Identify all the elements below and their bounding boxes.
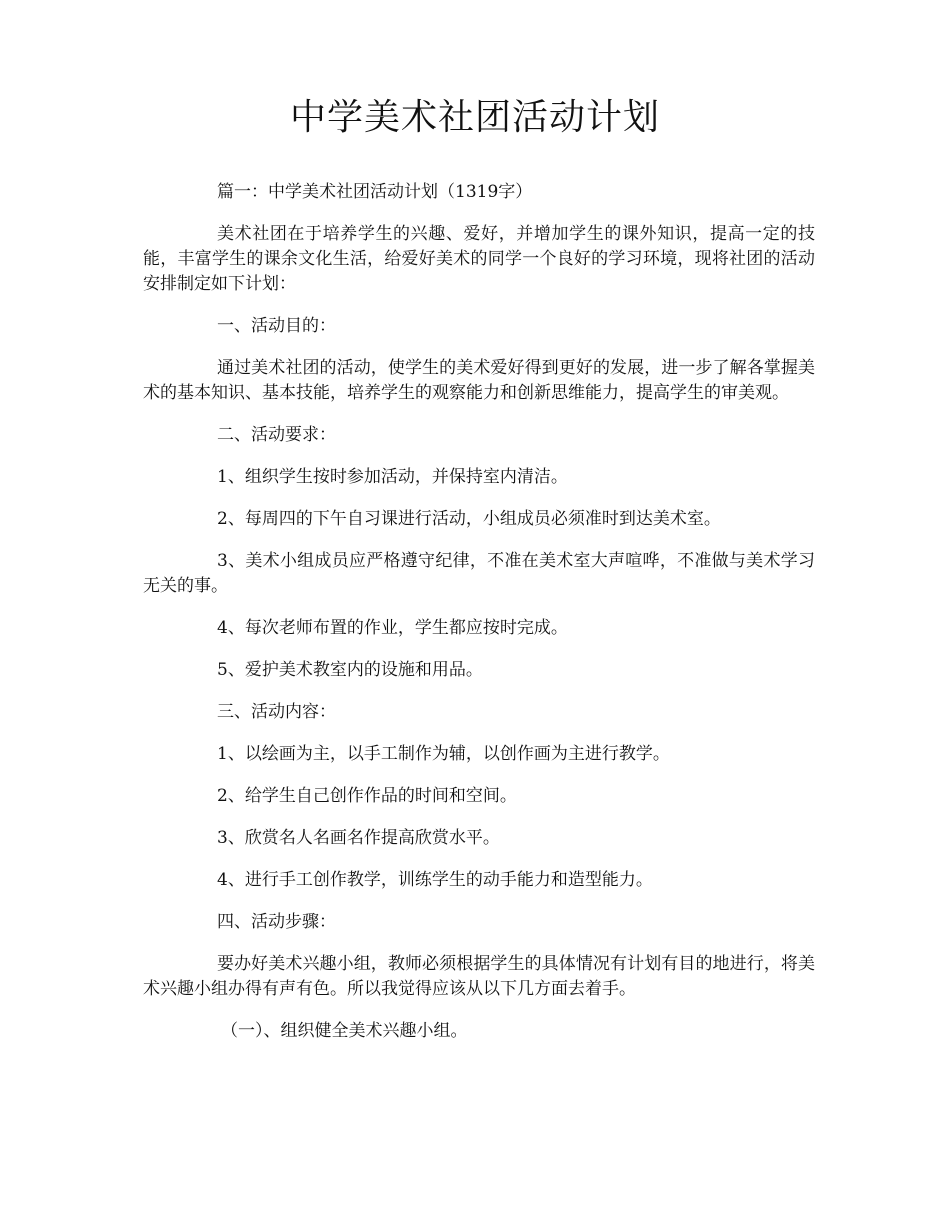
- content-item: 3、欣赏名人名画名作提高欣赏水平。: [217, 828, 500, 848]
- section-heading-steps: 四、活动步骤：: [217, 912, 336, 932]
- content-item: 4、进行手工创作教学，训练学生的动手能力和造型能力。: [217, 870, 653, 890]
- section-heading-content: 三、活动内容：: [217, 702, 336, 722]
- section-heading-requirements: 二、活动要求：: [217, 425, 336, 445]
- content-item: 2、给学生自己创作作品的时间和空间。: [217, 786, 517, 806]
- requirement-item: 1、组织学生按时参加活动，并保持室内清洁。: [217, 467, 568, 487]
- requirement-item: 5、爱护美术教室内的设施和用品。: [217, 660, 483, 680]
- content-item: 1、以绘画为主，以手工制作为辅，以创作画为主进行教学。: [217, 744, 670, 764]
- subsection-heading: （一）、组织健全美术兴趣小组。: [221, 1021, 468, 1041]
- requirement-item: 4、每次老师布置的作业，学生都应按时完成。: [217, 618, 568, 638]
- requirement-item: 3、美术小组成员应严格遵守纪律，不准在美术室大声喧哗，不准做与美术学习无关的事。: [143, 551, 815, 596]
- document-title: 中学美术社团活动计划: [289, 97, 660, 138]
- steps-paragraph: 要办好美术兴趣小组，教师必须根据学生的具体情况有计划有目的地进行，将美术兴趣小组办得有声有色。所以我觉得应该从以下几方面去着手。: [143, 954, 815, 999]
- section-heading-purpose: 一、活动目的：: [217, 316, 336, 336]
- intro-paragraph: 美术社团在于培养学生的兴趣、爱好，并增加学生的课外知识，提高一定的技能，丰富学生的课余文化生活，给爱好美术的同学一个良好的学习环境，现将社团的活动安排制定如下计划：: [143, 224, 815, 294]
- document-body: [143, 180, 815, 1061]
- requirement-item: 2、每周四的下午自习课进行活动，小组成员必须准时到达美术室。: [217, 509, 721, 529]
- article-heading: 篇一：中学美术社团活动计划（1319字）: [217, 182, 533, 202]
- purpose-paragraph: 通过美术社团的活动，使学生的美术爱好得到更好的发展，进一步了解各掌握美术的基本知识、基本技能，培养学生的观察能力和创新思维能力，提高学生的审美观。: [143, 358, 815, 403]
